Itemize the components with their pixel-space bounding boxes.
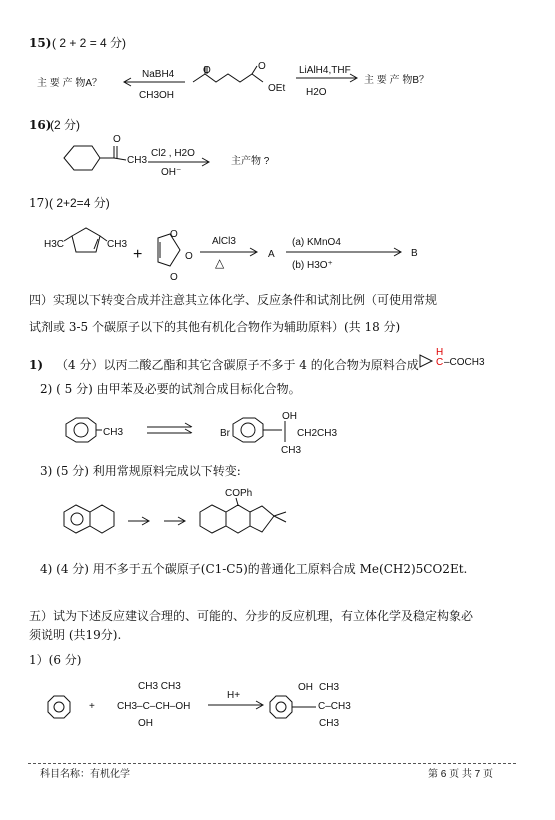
- s4-q1-text: （4 分）以丙二酸乙酯和其它含碳原子不多于 4 的化合物为原料合成: [56, 358, 419, 372]
- s4-q2-arrows: [147, 423, 192, 433]
- q17-intermediate: A: [268, 249, 275, 260]
- s4-q1-target-rest: –COCH3: [444, 357, 485, 368]
- q17-arrow-1: [200, 248, 257, 256]
- q16-points: (2 分): [50, 118, 81, 132]
- s5-plus: +: [89, 701, 95, 712]
- q17-reagent-top: AlCl3: [212, 236, 236, 247]
- s4-q2-br: Br: [220, 428, 230, 439]
- q16-carbonyl-o: O: [113, 134, 121, 145]
- q17-methyl-left: H3C: [44, 239, 65, 250]
- q15-points: ( 2 + 2 = 4 分): [52, 36, 127, 50]
- q17-number: 17): [29, 196, 49, 210]
- q17-diene: [64, 228, 107, 252]
- s5-product-ring: [270, 696, 316, 718]
- q17-step-a: (a) KMnO4: [292, 237, 341, 248]
- section5-heading-line2: 须说明 (共19分).: [29, 628, 122, 642]
- s5-diol-top: CH3 CH3: [138, 681, 181, 692]
- q15-ketone-o: O: [203, 65, 211, 76]
- q15-ester-o: O: [258, 61, 266, 72]
- s5-q1-text: 1）(6 分): [29, 653, 82, 667]
- q15-number: 15): [29, 36, 52, 50]
- q16-reagent-top: Cl2 , H2O: [151, 148, 195, 159]
- s5-product-ch3-top: CH3: [319, 682, 340, 693]
- s4-q1-cyclopropyl: [420, 355, 432, 367]
- s4-q2-toluene-methyl: CH3: [103, 427, 124, 438]
- s4-q3-text: 3) (5 分) 利用常规原料完成以下转变:: [40, 464, 241, 478]
- section5-heading-line1: 五）试为下述反应建议合理的、可能的、分步的反应机理，有立体化学及稳定构象必: [29, 609, 474, 623]
- s4-q1-target-c: C: [436, 357, 444, 368]
- q15-left-reagent-top: NaBH4: [142, 69, 175, 80]
- q15-ester-label: OEt: [268, 83, 286, 94]
- s5-diol-middle: CH3–C–CH–OH: [117, 701, 191, 712]
- section4-heading-line2: 试剂或 3-5 个碳原子以下的其他有机化合物作为辅助原料）(共 18 分): [29, 320, 401, 334]
- q17-plus: +: [133, 246, 143, 263]
- s5-benzene: [48, 696, 70, 718]
- s4-q2-text: 2) ( 5 分) 由甲苯及必要的试剂合成目标化合物。: [40, 382, 301, 396]
- s5-diol-bottom: OH: [138, 718, 153, 729]
- s4-q3-product: [200, 498, 286, 533]
- q17-methyl-right: CH3: [107, 239, 128, 250]
- q17-anhydride-o1: O: [170, 229, 178, 240]
- q17-anhydride-o3: O: [170, 272, 178, 283]
- s4-q3-subst: COPh: [225, 488, 253, 499]
- q17-step-b: (b) H3O⁺: [292, 260, 333, 271]
- s4-q4-text: 4) (4 分) 用不多于五个碳原子(C1-C5)的普通化工原料合成 Me(CH2)5CO2Et.: [40, 562, 468, 576]
- q16-cyclohexyl: [64, 146, 126, 170]
- s4-q2-methyl: CH3: [281, 445, 302, 456]
- section4-heading-line1: 四）实现以下转变合成并注意其立体化学、反应条件和试剂比例（可使用常规: [29, 293, 438, 307]
- s4-q3-arrows: [128, 517, 185, 525]
- q16-number: 16): [29, 118, 52, 132]
- s4-q1-number: 1): [29, 358, 44, 372]
- footer-divider: [28, 763, 516, 764]
- s5-product-oh: OH: [298, 682, 313, 693]
- q15-right-reagent-top: LiAlH4,THF: [299, 65, 351, 76]
- s4-q1-target-h: H: [436, 347, 444, 358]
- footer-subject: 科目名称：有机化学: [40, 769, 130, 780]
- q15-right-product: 主 要 产 物B？: [364, 75, 430, 86]
- q15-left-product: 主 要 产 物A？: [37, 78, 103, 89]
- footer-page: 第 6 页 共 7 页: [428, 769, 494, 780]
- s4-q2-oh: OH: [282, 411, 297, 422]
- q17-reagent-bottom: △: [215, 256, 225, 270]
- q17-anhydride-o2: O: [185, 251, 193, 262]
- q16-methyl: CH3: [127, 155, 148, 166]
- s4-q2-ethyl: CH2CH3: [297, 428, 338, 439]
- s4-q2-target: [233, 418, 285, 442]
- s5-product-ch3-bottom: CH3: [319, 718, 340, 729]
- q15-right-reagent-bottom: H2O: [306, 87, 327, 98]
- s5-catalyst: H+: [227, 690, 241, 701]
- q17-product: B: [411, 248, 418, 259]
- s4-q2-toluene: [66, 418, 102, 442]
- s4-q3-tetralin: [64, 505, 114, 533]
- q16-reagent-bottom: OH⁻: [161, 167, 182, 178]
- q17-points: ( 2+2=4 分): [49, 196, 110, 210]
- q16-product: 主产物 ?: [231, 156, 270, 167]
- s5-product-ch3-right: C–CH3: [318, 701, 351, 712]
- q15-left-reagent-bottom: CH3OH: [139, 90, 175, 101]
